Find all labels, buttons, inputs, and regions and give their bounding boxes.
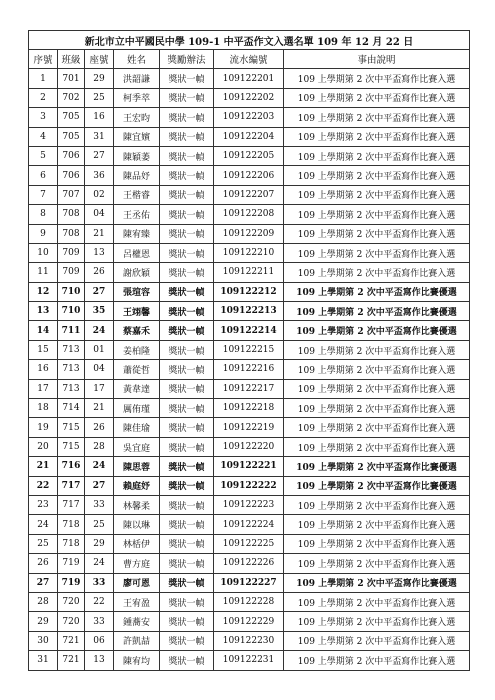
cell-seq: 24 — [29, 515, 58, 534]
table-row — [29, 185, 470, 204]
cell-seat: 21 — [85, 224, 114, 243]
title-row — [29, 31, 470, 50]
cell-reason: 109 上學期第 2 次中平盃寫作比賽入選 — [284, 185, 470, 204]
cell-class: 713 — [58, 360, 85, 379]
cell-class: 721 — [58, 651, 85, 670]
cell-seq: 18 — [29, 399, 58, 418]
cell-serial: 109122218 — [214, 399, 284, 418]
cell-reason: 109 上學期第 2 次中平盃寫作比賽入選 — [284, 631, 470, 650]
cell-reason: 109 上學期第 2 次中平盃寫作比賽入選 — [284, 399, 470, 418]
cell-award: 獎狀一幀 — [160, 495, 214, 514]
cell-seat: 24 — [85, 457, 114, 476]
table-row — [29, 146, 470, 165]
cell-seq: 26 — [29, 554, 58, 573]
cell-class: 701 — [58, 69, 85, 88]
table-row — [29, 457, 470, 476]
cell-serial: 109122215 — [214, 340, 284, 359]
cell-award: 獎狀一幀 — [160, 69, 214, 88]
table-row — [29, 88, 470, 107]
cell-serial: 109122203 — [214, 108, 284, 127]
cell-reason: 109 上學期第 2 次中平盃寫作比賽入選 — [284, 127, 470, 146]
cell-name: 王宏昀 — [114, 108, 160, 127]
table-row — [29, 418, 470, 437]
cell-seat: 36 — [85, 166, 114, 185]
cell-award: 獎狀一幀 — [160, 360, 214, 379]
cell-seq: 28 — [29, 592, 58, 611]
cell-class: 718 — [58, 534, 85, 553]
cell-reason: 109 上學期第 2 次中平盃寫作比賽入選 — [284, 166, 470, 185]
cell-reason: 109 上學期第 2 次中平盃寫作比賽優選 — [284, 457, 470, 476]
document-title: 新北市立中平國民中學 109-1 中平盃作文入選名單 109 年 12 月 22 日 — [29, 31, 470, 50]
cell-name: 林栝伊 — [114, 534, 160, 553]
cell-seq: 19 — [29, 418, 58, 437]
cell-serial: 109122225 — [214, 534, 284, 553]
cell-seq: 17 — [29, 379, 58, 398]
table-row — [29, 573, 470, 592]
cell-award: 獎狀一幀 — [160, 224, 214, 243]
cell-name: 陳佳瑜 — [114, 418, 160, 437]
table-row — [29, 69, 470, 88]
cell-name: 王翊馨 — [114, 302, 160, 321]
cell-class: 713 — [58, 340, 85, 359]
cell-name: 陳穎萎 — [114, 146, 160, 165]
cell-reason: 109 上學期第 2 次中平盃寫作比賽入選 — [284, 88, 470, 107]
table-row — [29, 612, 470, 631]
cell-name: 陳以琳 — [114, 515, 160, 534]
cell-reason: 109 上學期第 2 次中平盃寫作比賽入選 — [284, 379, 470, 398]
cell-name: 賴庭妤 — [114, 476, 160, 495]
header-name: 姓名 — [114, 50, 160, 69]
cell-seq: 22 — [29, 476, 58, 495]
cell-name: 姜柏隆 — [114, 340, 160, 359]
cell-seq: 27 — [29, 573, 58, 592]
cell-seat: 02 — [85, 185, 114, 204]
cell-reason: 109 上學期第 2 次中平盃寫作比賽入選 — [284, 534, 470, 553]
cell-seq: 9 — [29, 224, 58, 243]
header-class: 班級 — [58, 50, 85, 69]
cell-class: 708 — [58, 224, 85, 243]
table-row — [29, 554, 470, 573]
cell-name: 陳宥臻 — [114, 224, 160, 243]
cell-seat: 21 — [85, 399, 114, 418]
cell-seat: 24 — [85, 321, 114, 340]
award-list-sheet — [28, 30, 469, 671]
cell-class: 718 — [58, 515, 85, 534]
cell-reason: 109 上學期第 2 次中平盃寫作比賽入選 — [284, 418, 470, 437]
cell-name: 陳宜嬪 — [114, 127, 160, 146]
cell-serial: 109122210 — [214, 243, 284, 262]
cell-award: 獎狀一幀 — [160, 263, 214, 282]
cell-award: 獎狀一幀 — [160, 612, 214, 631]
cell-award: 獎狀一幀 — [160, 457, 214, 476]
cell-seat: 13 — [85, 651, 114, 670]
cell-seq: 30 — [29, 631, 58, 650]
cell-name: 許凱喆 — [114, 631, 160, 650]
cell-award: 獎狀一幀 — [160, 282, 214, 301]
cell-reason: 109 上學期第 2 次中平盃寫作比賽入選 — [284, 243, 470, 262]
cell-seq: 23 — [29, 495, 58, 514]
cell-seq: 10 — [29, 243, 58, 262]
cell-name: 洪韶謙 — [114, 69, 160, 88]
cell-reason: 109 上學期第 2 次中平盃寫作比賽入選 — [284, 146, 470, 165]
cell-class: 710 — [58, 302, 85, 321]
cell-seat: 33 — [85, 612, 114, 631]
cell-seat: 01 — [85, 340, 114, 359]
cell-class: 705 — [58, 127, 85, 146]
table-row — [29, 515, 470, 534]
cell-seq: 15 — [29, 340, 58, 359]
cell-award: 獎狀一幀 — [160, 554, 214, 573]
cell-class: 720 — [58, 592, 85, 611]
cell-name: 王丞佑 — [114, 205, 160, 224]
cell-class: 710 — [58, 282, 85, 301]
cell-award: 獎狀一幀 — [160, 631, 214, 650]
cell-seat: 04 — [85, 205, 114, 224]
cell-seat: 25 — [85, 515, 114, 534]
table-row — [29, 379, 470, 398]
cell-seq: 13 — [29, 302, 58, 321]
table-row — [29, 205, 470, 224]
cell-reason: 109 上學期第 2 次中平盃寫作比賽入選 — [284, 69, 470, 88]
cell-class: 715 — [58, 418, 85, 437]
cell-serial: 109122212 — [214, 282, 284, 301]
cell-seq: 2 — [29, 88, 58, 107]
cell-award: 獎狀一幀 — [160, 592, 214, 611]
cell-seq: 29 — [29, 612, 58, 631]
cell-seat: 29 — [85, 69, 114, 88]
cell-award: 獎狀一幀 — [160, 205, 214, 224]
cell-award: 獎狀一幀 — [160, 418, 214, 437]
cell-reason: 109 上學期第 2 次中平盃寫作比賽入選 — [284, 108, 470, 127]
cell-seq: 3 — [29, 108, 58, 127]
cell-seat: 17 — [85, 379, 114, 398]
cell-serial: 109122214 — [214, 321, 284, 340]
header-reason: 事由說明 — [284, 50, 470, 69]
cell-name: 陳思蓉 — [114, 457, 160, 476]
cell-reason: 109 上學期第 2 次中平盃寫作比賽入選 — [284, 515, 470, 534]
cell-serial: 109122216 — [214, 360, 284, 379]
cell-reason: 109 上學期第 2 次中平盃寫作比賽入選 — [284, 360, 470, 379]
table-row — [29, 476, 470, 495]
cell-seat: 26 — [85, 263, 114, 282]
cell-name: 鍾蕎安 — [114, 612, 160, 631]
cell-name: 廖可恩 — [114, 573, 160, 592]
cell-class: 714 — [58, 399, 85, 418]
cell-reason: 109 上學期第 2 次中平盃寫作比賽入選 — [284, 495, 470, 514]
cell-seat: 33 — [85, 573, 114, 592]
table-row — [29, 631, 470, 650]
cell-seat: 06 — [85, 631, 114, 650]
cell-award: 獎狀一幀 — [160, 379, 214, 398]
cell-award: 獎狀一幀 — [160, 321, 214, 340]
table-row — [29, 360, 470, 379]
cell-serial: 109122211 — [214, 263, 284, 282]
cell-reason: 109 上學期第 2 次中平盃寫作比賽入選 — [284, 612, 470, 631]
cell-seq: 11 — [29, 263, 58, 282]
cell-class: 713 — [58, 379, 85, 398]
cell-serial: 109122208 — [214, 205, 284, 224]
table-row — [29, 224, 470, 243]
table-row — [29, 263, 470, 282]
cell-seq: 20 — [29, 437, 58, 456]
table-row — [29, 108, 470, 127]
cell-reason: 109 上學期第 2 次中平盃寫作比賽入選 — [284, 205, 470, 224]
cell-seq: 4 — [29, 127, 58, 146]
cell-class: 705 — [58, 108, 85, 127]
cell-seq: 1 — [29, 69, 58, 88]
cell-name: 陳品妤 — [114, 166, 160, 185]
cell-name: 黃韋達 — [114, 379, 160, 398]
cell-seat: 16 — [85, 108, 114, 127]
cell-serial: 109122202 — [214, 88, 284, 107]
cell-award: 獎狀一幀 — [160, 185, 214, 204]
cell-award: 獎狀一幀 — [160, 88, 214, 107]
cell-name: 柯季萃 — [114, 88, 160, 107]
cell-serial: 109122222 — [214, 476, 284, 495]
cell-seq: 25 — [29, 534, 58, 553]
cell-reason: 109 上學期第 2 次中平盃寫作比賽入選 — [284, 263, 470, 282]
table-row — [29, 495, 470, 514]
cell-award: 獎狀一幀 — [160, 166, 214, 185]
header-award: 獎勵辦法 — [160, 50, 214, 69]
cell-class: 717 — [58, 495, 85, 514]
cell-award: 獎狀一幀 — [160, 534, 214, 553]
cell-seat: 29 — [85, 534, 114, 553]
cell-reason: 109 上學期第 2 次中平盃寫作比賽入選 — [284, 340, 470, 359]
cell-class: 716 — [58, 457, 85, 476]
cell-serial: 109122201 — [214, 69, 284, 88]
cell-award: 獎狀一幀 — [160, 243, 214, 262]
cell-serial: 109122217 — [214, 379, 284, 398]
cell-class: 709 — [58, 263, 85, 282]
cell-serial: 109122207 — [214, 185, 284, 204]
cell-serial: 109122219 — [214, 418, 284, 437]
cell-reason: 109 上學期第 2 次中平盃寫作比賽入選 — [284, 437, 470, 456]
cell-serial: 109122221 — [214, 457, 284, 476]
table-row — [29, 282, 470, 301]
table-row — [29, 302, 470, 321]
table-row — [29, 399, 470, 418]
cell-class: 706 — [58, 146, 85, 165]
cell-award: 獎狀一幀 — [160, 476, 214, 495]
cell-serial: 109122213 — [214, 302, 284, 321]
cell-serial: 109122220 — [214, 437, 284, 456]
cell-award: 獎狀一幀 — [160, 146, 214, 165]
header-row — [29, 50, 470, 69]
cell-name: 王宥盈 — [114, 592, 160, 611]
cell-reason: 109 上學期第 2 次中平盃寫作比賽入選 — [284, 651, 470, 670]
cell-seat: 04 — [85, 360, 114, 379]
cell-class: 721 — [58, 631, 85, 650]
cell-seat: 27 — [85, 146, 114, 165]
cell-reason: 109 上學期第 2 次中平盃寫作比賽優選 — [284, 321, 470, 340]
table-row — [29, 592, 470, 611]
cell-name: 蔡嘉禾 — [114, 321, 160, 340]
cell-serial: 109122206 — [214, 166, 284, 185]
cell-class: 709 — [58, 243, 85, 262]
cell-serial: 109122229 — [214, 612, 284, 631]
header-serial: 流水編號 — [214, 50, 284, 69]
header-seq: 序號 — [29, 50, 58, 69]
table-row — [29, 321, 470, 340]
cell-seq: 7 — [29, 185, 58, 204]
cell-class: 706 — [58, 166, 85, 185]
cell-serial: 109122205 — [214, 146, 284, 165]
cell-seq: 5 — [29, 146, 58, 165]
cell-serial: 109122224 — [214, 515, 284, 534]
cell-name: 厲侑瑾 — [114, 399, 160, 418]
table-row — [29, 651, 470, 670]
cell-award: 獎狀一幀 — [160, 651, 214, 670]
cell-name: 謝欣穎 — [114, 263, 160, 282]
cell-serial: 109122227 — [214, 573, 284, 592]
cell-award: 獎狀一幀 — [160, 515, 214, 534]
cell-name: 蕭從哲 — [114, 360, 160, 379]
cell-seat: 31 — [85, 127, 114, 146]
cell-serial: 109122226 — [214, 554, 284, 573]
cell-name: 呂權恩 — [114, 243, 160, 262]
cell-award: 獎狀一幀 — [160, 437, 214, 456]
cell-class: 708 — [58, 205, 85, 224]
award-table — [28, 30, 470, 671]
cell-award: 獎狀一幀 — [160, 573, 214, 592]
cell-class: 715 — [58, 437, 85, 456]
cell-serial: 109122223 — [214, 495, 284, 514]
cell-name: 王楷睿 — [114, 185, 160, 204]
cell-name: 張瑄容 — [114, 282, 160, 301]
table-row — [29, 534, 470, 553]
table-row — [29, 340, 470, 359]
cell-name: 陳宥均 — [114, 651, 160, 670]
cell-serial: 109122204 — [214, 127, 284, 146]
cell-reason: 109 上學期第 2 次中平盃寫作比賽入選 — [284, 554, 470, 573]
cell-reason: 109 上學期第 2 次中平盃寫作比賽優選 — [284, 282, 470, 301]
cell-award: 獎狀一幀 — [160, 108, 214, 127]
cell-seat: 25 — [85, 88, 114, 107]
table-row — [29, 166, 470, 185]
cell-seat: 24 — [85, 554, 114, 573]
cell-class: 719 — [58, 554, 85, 573]
cell-seq: 16 — [29, 360, 58, 379]
cell-seq: 12 — [29, 282, 58, 301]
cell-seat: 27 — [85, 282, 114, 301]
cell-seat: 28 — [85, 437, 114, 456]
cell-seq: 21 — [29, 457, 58, 476]
cell-seq: 14 — [29, 321, 58, 340]
cell-reason: 109 上學期第 2 次中平盃寫作比賽入選 — [284, 592, 470, 611]
table-row — [29, 243, 470, 262]
cell-serial: 109122230 — [214, 631, 284, 650]
cell-seq: 31 — [29, 651, 58, 670]
cell-name: 吳宜庭 — [114, 437, 160, 456]
cell-seat: 27 — [85, 476, 114, 495]
header-seat: 座號 — [85, 50, 114, 69]
cell-serial: 109122231 — [214, 651, 284, 670]
cell-class: 717 — [58, 476, 85, 495]
table-row — [29, 437, 470, 456]
cell-award: 獎狀一幀 — [160, 302, 214, 321]
cell-reason: 109 上學期第 2 次中平盃寫作比賽優選 — [284, 573, 470, 592]
cell-seq: 6 — [29, 166, 58, 185]
cell-seat: 33 — [85, 495, 114, 514]
cell-serial: 109122228 — [214, 592, 284, 611]
cell-seat: 13 — [85, 243, 114, 262]
cell-class: 711 — [58, 321, 85, 340]
cell-award: 獎狀一幀 — [160, 127, 214, 146]
cell-seat: 26 — [85, 418, 114, 437]
cell-award: 獎狀一幀 — [160, 399, 214, 418]
cell-reason: 109 上學期第 2 次中平盃寫作比賽入選 — [284, 224, 470, 243]
cell-award: 獎狀一幀 — [160, 340, 214, 359]
cell-class: 720 — [58, 612, 85, 631]
cell-serial: 109122209 — [214, 224, 284, 243]
cell-name: 林馨柔 — [114, 495, 160, 514]
cell-name: 曹方庭 — [114, 554, 160, 573]
cell-seat: 22 — [85, 592, 114, 611]
cell-class: 702 — [58, 88, 85, 107]
cell-class: 719 — [58, 573, 85, 592]
cell-seat: 35 — [85, 302, 114, 321]
cell-seq: 8 — [29, 205, 58, 224]
cell-reason: 109 上學期第 2 次中平盃寫作比賽優選 — [284, 302, 470, 321]
cell-class: 707 — [58, 185, 85, 204]
cell-reason: 109 上學期第 2 次中平盃寫作比賽優選 — [284, 476, 470, 495]
table-row — [29, 127, 470, 146]
